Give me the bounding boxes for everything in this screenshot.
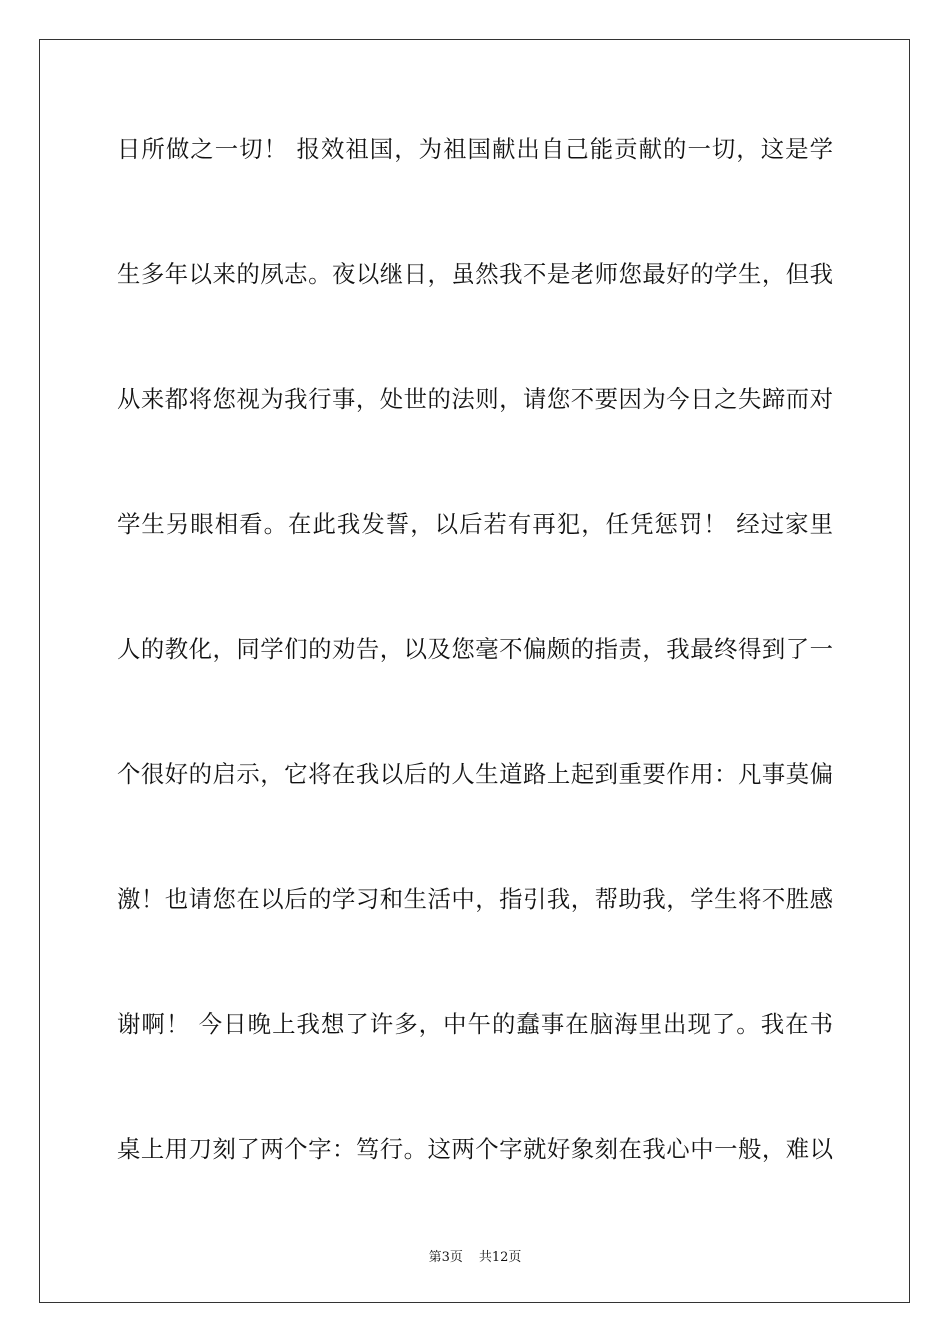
text-line: 桌上用刀刻了两个字：笃行。这两个字就好象刻在我心中一般，难以 (117, 1135, 833, 1163)
page-total: 共12页 (478, 1250, 522, 1265)
text-line: 谢啊！ 今日晚上我想了许多，中午的蠢事在脑海里出现了。我在书 (117, 1010, 833, 1038)
text-line: 生多年以来的夙志。夜以继日，虽然我不是老师您最好的学生，但我 (117, 260, 833, 288)
text-line: 人的教化，同学们的劝告，以及您毫不偏颇的指责，我最终得到了一 (117, 635, 833, 663)
page-footer (0, 1249, 950, 1267)
page-border (39, 39, 910, 1303)
text-line: 学生另眼相看。在此我发誓，以后若有再犯，任凭惩罚！ 经过家里 (117, 510, 833, 538)
text-line: 个很好的启示，它将在我以后的人生道路上起到重要作用：凡事莫偏 (117, 760, 833, 788)
text-line: 从来都将您视为我行事，处世的法则，请您不要因为今日之失蹄而对 (117, 385, 833, 413)
text-line: 激！也请您在以后的学习和生活中，指引我，帮助我，学生将不胜感 (117, 885, 833, 913)
text-line: 日所做之一切！ 报效祖国，为祖国献出自己能贡献的一切，这是学 (117, 135, 833, 163)
page-number: 第3页 (428, 1250, 463, 1265)
